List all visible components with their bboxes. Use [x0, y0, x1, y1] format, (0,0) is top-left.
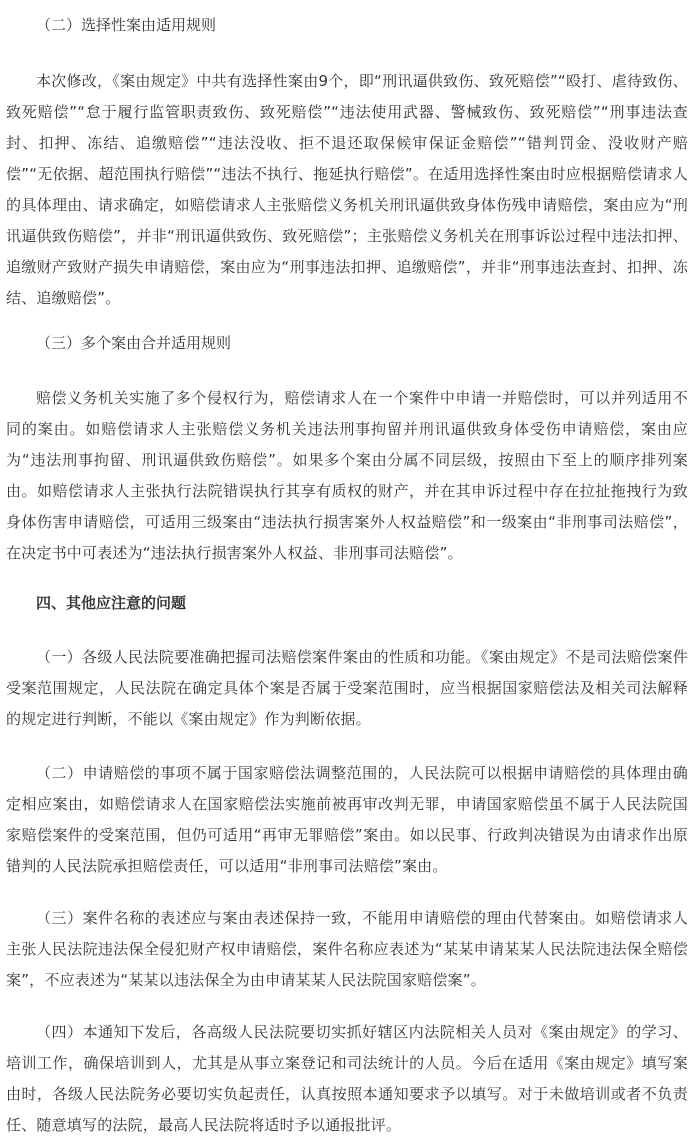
paragraph-issue-1: （一）各级人民法院要准确把握司法赔偿案件案由的性质和功能。《案由规定》不是司法赔偿案件受案范围规定，人民法院在确定具体个案是否属于受案范围时，应当根据国家赔偿法及相关司法解释的规定进行判断，不能以《案由规定》作为判断依据。 — [6, 648, 688, 728]
paragraph-multiple-causes: 赔偿义务机关实施了多个侵权行为，赔偿请求人在一个案件中申请一并赔偿时，可以并列适用不同的案由。如赔偿请求人主张赔偿义务机关违法刑事拘留并刑讯逼供致身体受伤申请赔偿，案由应为“违法刑事拘留、刑讯逼供致伤赔偿”。如果多个案由分属不同层级，按照由下至上的顺序排列案由。如赔偿请求人主张执行法院错误执行其享有质权的财产，并在其申诉过程中存在拉扯拖拽行为致身体伤害申请赔偿，可适用三级案由“违法执行损害案外人权益赔偿”和一级案由“非刑事司法赔偿”，在决定书中可表述为“违法执行损害案外人权益、非刑事司法赔偿”。 — [6, 389, 688, 562]
section-heading-selective-cause: （二）选择性案由适用规则 — [36, 16, 217, 34]
section-heading-other-issues: 四、其他应注意的问题 — [36, 594, 187, 612]
paragraph-selective-cause: 本次修改，《案由规定》中共有选择性案由9个，即“刑讯逼供致伤、致死赔偿”“殴打、虐待致伤、致死赔偿”“怠于履行监管职责致伤、致死赔偿”“违法使用武器、警械致伤、致死赔偿”“刑事违法查封、扣押、冻结、追缴赔偿”“违法没收、拒不退还取保候审保证金赔偿”“错判罚金、没收财产赔偿”“无依据、超范围执行赔偿”“违法不执行、拖延执行赔偿”。在适用选择性案由时应根据赔偿请求人的具体理由、请求确定，如赔偿请求人主张赔偿义务机关刑讯逼供致身体伤残申请赔偿，案由应为“刑讯逼供致伤赔偿”，并非“刑讯逼供致伤、致死赔偿”；主张赔偿义务机关在刑事诉讼过程中违法扣押、追缴财产致财产损失申请赔偿，案由应为“刑事违法扣押、追缴赔偿”，并非“刑事违法查封、扣押、冻结、追缴赔偿”。 — [6, 72, 688, 307]
paragraph-issue-4: （四）本通知下发后，各高级人民法院要切实抓好辖区内法院相关人员对《案由规定》的学习、培训工作，确保培训到人，尤其是从事立案登记和司法统计的人员。今后在适用《案由规定》填写案由时，各级人民法院务必要切实负起责任，认真按照本通知要求予以填写。对于未做培训或者不负责任、随意填写的法院，最高人民法院将适时予以通报批评。 — [6, 1023, 688, 1134]
paragraph-issue-3: （三）案件名称的表述应与案由表述保持一致，不能用申请赔偿的理由代替案由。如赔偿请求人主张人民法院违法保全侵犯财产权申请赔偿，案件名称应表述为“某某申请某某人民法院违法保全赔偿案”，不应表述为“某某以违法保全为由申请某某人民法院国家赔偿案”。 — [6, 909, 688, 989]
section-heading-multiple-causes: （三）多个案由合并适用规则 — [36, 334, 232, 352]
paragraph-issue-2: （二）申请赔偿的事项不属于国家赔偿法调整范围的，人民法院可以根据申请赔偿的具体理由确定相应案由，如赔偿请求人在国家赔偿法实施前被再审改判无罪，申请国家赔偿虽不属于人民法院国家赔偿案件的受案范围，但仍可适用“再审无罪赔偿”案由。如以民事、行政判决错误为由请求作出原错判的人民法院承担赔偿责任，可以适用“非刑事司法赔偿”案由。 — [6, 764, 688, 875]
